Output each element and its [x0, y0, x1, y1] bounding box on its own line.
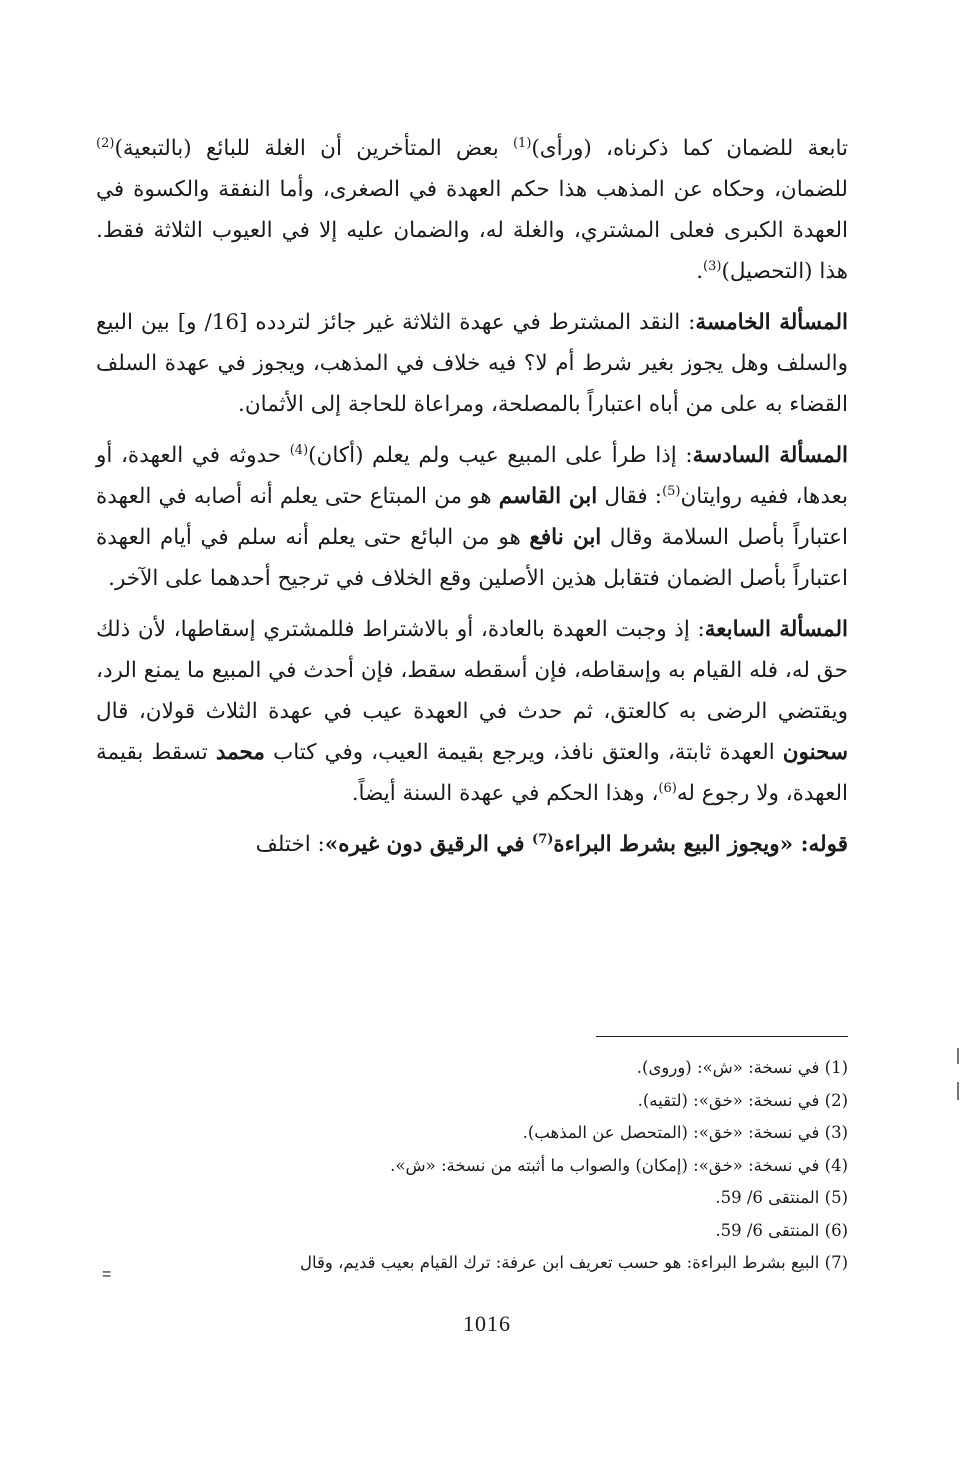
scholar-name: ابن نافع: [529, 525, 602, 550]
footnote-5: (5) المنتقى 6/ 59.: [715, 1188, 848, 1207]
footnote-ref-1[interactable]: (1): [512, 135, 532, 151]
text: هو من البائع حتى يعلم أنه سلم في أيام العهدة اعتباراً بأصل الضمان فتقابل هذين الأصلين وقع الخلاف في ترجيح أحدهما على الآخر.: [96, 525, 848, 591]
scholar-name: ابن القاسم: [498, 484, 598, 509]
text: تابعة للضمان كما ذكرناه، (ورأى): [531, 136, 848, 161]
issue-heading: المسألة السادسة: [692, 443, 849, 468]
footnote-ref-3[interactable]: (3): [703, 258, 722, 274]
text: تسقط بقيمة العهدة، ولا رجوع له: [96, 740, 848, 806]
issue-heading: المسألة الخامسة: [695, 310, 848, 335]
paragraph-7th-issue: [96, 609, 848, 814]
text: بعض المتأخرين أن الغلة للبائع (بالتبعية): [114, 136, 513, 161]
footnote-1: (1) في نسخة: «ش»: (وروى).: [636, 1058, 848, 1077]
text: .: [696, 259, 704, 284]
paragraph-1: [96, 128, 848, 292]
text: للضمان، وحكاه عن المذهب هذا حكم العهدة في الصغرى، وأما النفقة والكسوة في العهدة الكبرى فعلى المشتري، والغلة له، والضمان عليه إلا في العيوب الثلاثة فقط. هذا (التحصيل): [96, 177, 848, 284]
footnote-ref-5[interactable]: (5): [662, 483, 681, 499]
text: : اختلف: [255, 832, 325, 857]
text: العهدة ثابتة، والعتق نافذ، ويرجع بقيمة العيب، وفي كتاب: [264, 740, 783, 765]
scan-edge-mark: [957, 1082, 959, 1100]
paragraph-quote: [96, 824, 848, 865]
text: : إذا طرأ على المبيع عيب ولم يعلم (أكان): [308, 443, 693, 468]
footnote-4: (4) في نسخة: «خق»: (إمكان) والصواب ما أثبته من نسخة: «ش».: [390, 1155, 848, 1175]
continuation-mark: =: [102, 1266, 112, 1283]
scholar-name: سحنون: [782, 740, 849, 765]
quoted-statement: في الرقيق دون غيره»: [324, 832, 533, 857]
footnotes: [96, 1052, 848, 1280]
footnote-ref-2[interactable]: (2): [96, 135, 115, 151]
paragraph-6th-issue: [96, 435, 848, 599]
footnote-ref-6[interactable]: (6): [658, 780, 677, 796]
text: هو من المبتاع حتى يعلم أنه أصابه في العهدة اعتباراً بأصل السلامة وقال: [96, 484, 848, 550]
text: : إذ وجبت العهدة بالعادة، أو بالاشتراط فللمشتري إسقاطها، لأن ذلك حق له، فله القيام به وإسقاطه، فإن أسقطه سقط، فإن أحدث في المبيع ما يمنع الرد، ويقتضي الرضى به كالعتق، ثم حدث في العهدة عيب في عهدة الثلاث قولان، قال: [96, 617, 848, 724]
footnote-6: (6) المنتقى 6/ 59.: [715, 1220, 848, 1240]
page-number: 1016: [463, 1311, 511, 1336]
issue-heading: المسألة السابعة: [704, 617, 848, 642]
main-text: [96, 128, 848, 875]
footnote-separator: [596, 1036, 848, 1037]
footnote-2: (2) في نسخة: «خق»: (لتقيه).: [637, 1090, 848, 1110]
footnote-ref-4[interactable]: (4): [289, 442, 309, 458]
paragraph-5th-issue: [96, 302, 848, 425]
footnote-7: (7) البيع بشرط البراءة: هو حسب تعريف ابن عرفة: ترك القيام بعيب قديم، وقال: [299, 1253, 848, 1272]
text: : فقال: [597, 484, 663, 509]
footnote-3: (3) في نسخة: «خق»: (المتحصل عن المذهب).: [522, 1123, 848, 1142]
scholar-name: محمد: [215, 740, 265, 765]
scan-edge-mark: [957, 1048, 959, 1064]
footnote-ref-7[interactable]: (7): [532, 831, 554, 847]
text: ، وهذا الحكم في عهدة السنة أيضاً.: [351, 781, 659, 806]
text: حدوثه في العهدة، أو بعدها، ففيه روايتان: [96, 443, 848, 509]
text: : النقد المشترط في عهدة الثلاثة غير جائز لتردده [16/ و] بين البيع والسلف وهل يجوز بغير شرط أم لا؟ فيه خلاف في المذهب، ويجوز في عهدة السلف القضاء به على من أباه اعتباراً بالمصلحة، ومراعاة للحاجة إلى الأثمان.: [96, 310, 848, 417]
quoted-statement: قوله: «ويجوز البيع بشرط البراءة: [553, 832, 848, 857]
